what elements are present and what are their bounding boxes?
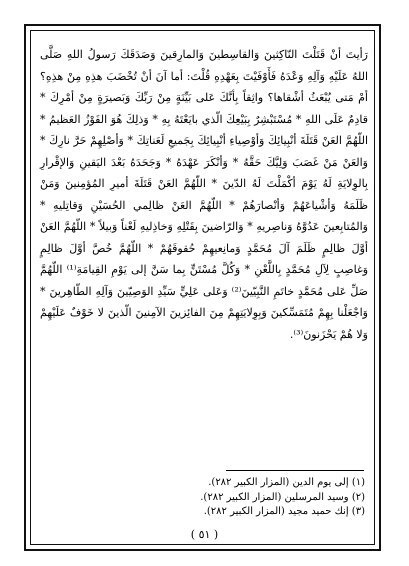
main-text-block [40,44,368,345]
footnote-3: (٣) إنك حميد مجيد (المزار الكبير ٢٨٢). [203,506,365,517]
page-number: ( ٥١ ) [190,528,219,541]
footnotes [65,476,365,520]
supplication-text: رَأيتَ أنْ قَتَلْتَ النّاكِثينَ وَالقاسِطينَ وَالمارِقينَ وَصَدَقَكَ رَسولُ اللهِ صَلَّى اللهُ عَلَيْهِ وَآلِهِ وَعْدَهُ فَأَوْفَيْتَ بِعَهْدِهِ قُلْتَ: أما آنَ أنْ تُخْضَبَ هذِهِ مِنْ هذِهِ؟ أمْ مَتى يُبْعَثُ أشْقاها؟ واثِقاً بِأنَّكَ عَلى بَيِّنَةٍ مِنْ رَبِّكَ وَبَصيرَةٍ مِنْ أمْرِكَ * قادِمٌ عَلَى اللهِ * مُسْتَبْشِرٌ بِبَيْعِكَ الّذي بايَعْتَهُ بِهِ * وَذلِكَ هُوَ الفَوْزُ العَظيمُ * اللّهُمَّ العَنْ قَتَلَةَ أنْبِيائِكَ وَأوْصِياءِ أنْبِيائِكَ بِجَميعِ لَعَناتِكَ * وَأصْلِهِمْ حَرَّ نارِكَ * وَالعَنْ مَنْ غَصَبَ وَلِيَّكَ حَقَّهُ * وَأنْكَرَ عَهْدَهُ * وَجَحَدَهُ بَعْدَ اليَقينِ وَالإقْرارِ بِالوِلايَةِ لَهُ يَوْمَ أكْمَلْتَ لَهُ الدّينَ * اللّهُمَّ العَنْ قَتَلَةَ أميرِ المُؤمِنينَ وَمَنْ ظَلَمَهُ وَأشْياعَهُمْ وَأنْصارَهُمْ * اللّهُمَّ العَنْ ظالِمي الحُسَيْنِ وَقاتِليهِ * وَالمُتابِعينَ عَدُوَّهُ وَناصِريهِ * وَالرّاضينَ بِقَتْلِهِ وَخاذِليهِ لَعْناً وَبيلاً * اللّهُمَّ العَنْ أوَّلَ ظالِمٍ ظَلَمَ آلَ مُحَمَّدٍ وَمانِعيهِمْ حُقوقَهُمْ * اللّهُمَّ خُصَّ أوَّلَ ظالِمٍ وَغاصِبٍ لِآلِ مُحَمَّدٍ بِاللَّعْنِ * وَكُلَّ مُسْتَنٍّ بِما سَنَّ إلى يَوْمِ القِيامَةِ⁽¹⁾ اللّهُمَّ صَلِّ عَلى مُحَمَّدٍ خاتَمِ النَّبِيّينَ⁽²⁾ وَعَلى عَلِيٍّ سَيِّدِ الوَصِيّينَ وَآلِهِ الطّاهِرينَ * وَاجْعَلْنا بِهِمْ مُتَمَسِّكينَ وَبِوِلايَتِهِمْ مِنَ الفائِزينَ الآمِنينَ الّذينَ لا خَوْفٌ عَلَيْهِمْ وَلا هُمْ يَحْزَنونَ⁽³⁾. [40,48,369,341]
footnote-1: (١) إلى يوم الدين (المزار الكبير ٢٨٢). [208,477,365,488]
footnote-2: (٢) وسيد المرسلين (المزار الكبير ٢٨٢). [200,491,365,503]
footnote-separator [226,470,364,471]
